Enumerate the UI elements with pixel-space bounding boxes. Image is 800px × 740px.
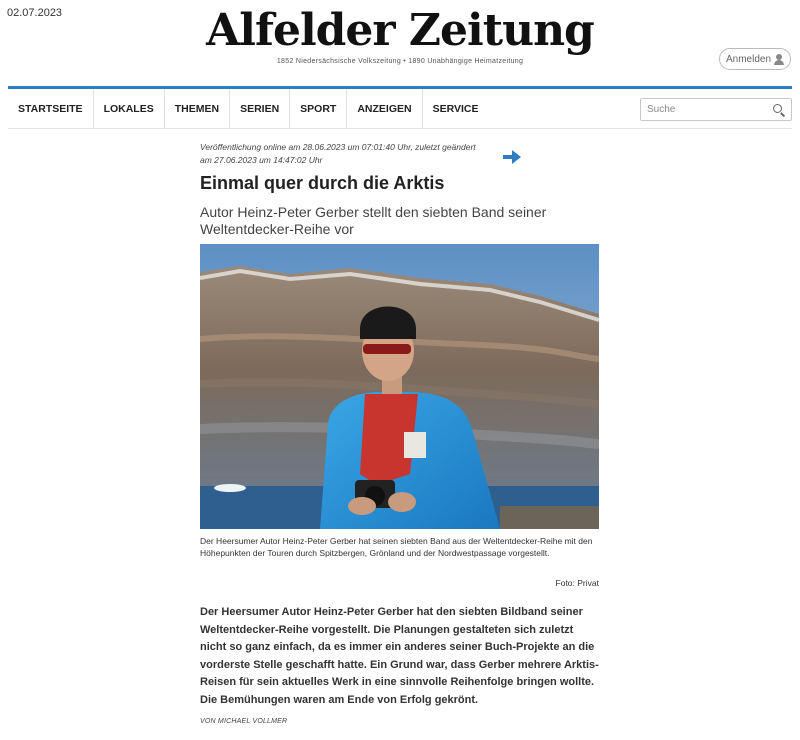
login-label: Anmelden xyxy=(725,53,772,65)
nav-item-service[interactable]: SERVICE xyxy=(432,102,479,115)
newspaper-logo[interactable] xyxy=(0,6,800,65)
user-icon xyxy=(774,54,784,65)
photo-credit: Foto: Privat xyxy=(555,578,599,588)
publication-meta: Veröffentlichung online am 28.06.2023 um 07:01:40 Uhr, zuletzt geändert am 27.06.2023 um 14:47:02 Uhr xyxy=(200,142,476,165)
article-subheadline: Autor Heinz-Peter Gerber stellt den siebten Band seiner Weltentdecker-Reihe vor xyxy=(200,204,547,237)
nav-item-startseite[interactable]: STARTSEITE xyxy=(8,89,94,129)
login-button[interactable] xyxy=(719,48,791,70)
nav-item-sport[interactable]: SPORT xyxy=(290,89,347,129)
search-input[interactable] xyxy=(647,104,757,115)
share-arrow-icon[interactable] xyxy=(503,150,521,164)
nav-item-lokales[interactable]: LOKALES xyxy=(94,89,165,129)
nav-item-serien[interactable]: SERIEN xyxy=(230,89,290,129)
article-headline: Einmal quer durch die Arktis xyxy=(200,173,445,193)
nav-item-anzeigen[interactable]: ANZEIGEN xyxy=(347,89,422,129)
photo-illustration xyxy=(200,244,599,529)
nav-item-themen[interactable]: THEMEN xyxy=(165,89,230,129)
current-date: 02.07.2023 xyxy=(7,7,63,19)
logo-title: Alfelder Zeitung xyxy=(206,5,594,56)
article-lead: Der Heersumer Autor Heinz-Peter Gerber hat den siebten Bildband seiner Weltentdecker-Reihe vorgestellt. Die Planungen gestalteten sich zuletzt nicht so ganz einfach, da es immer ein anderes seiner Buch-Projekte an die vorderste Stelle geschafft hatte. Ein Grund war, dass Gerber mehrere Arktis-Reisen für sein aktuelles Werk in eine sinnvolle Reihenfolge bringen wollte. Die Bemühungen waren am Ende von Erfolg gekrönt. xyxy=(200,606,599,706)
photo-caption: Der Heersumer Autor Heinz-Peter Gerber hat seinen siebten Band aus der Weltentdecker-Reihe mit den Höhepunkten der Touren durch Spitzbergen, Grönland und der Nordwestpassage vorgestellt. xyxy=(200,536,593,558)
article-author: VON MICHAEL VOLLMER xyxy=(200,718,288,725)
article-photo[interactable] xyxy=(200,244,599,529)
search-icon[interactable] xyxy=(773,104,785,116)
search-box xyxy=(640,98,792,121)
logo-subtitle: 1852 Niedersächsische Volkszeitung • 1890 Unabhängige Heimatzeitung xyxy=(276,58,524,65)
main-navigation xyxy=(8,89,792,129)
